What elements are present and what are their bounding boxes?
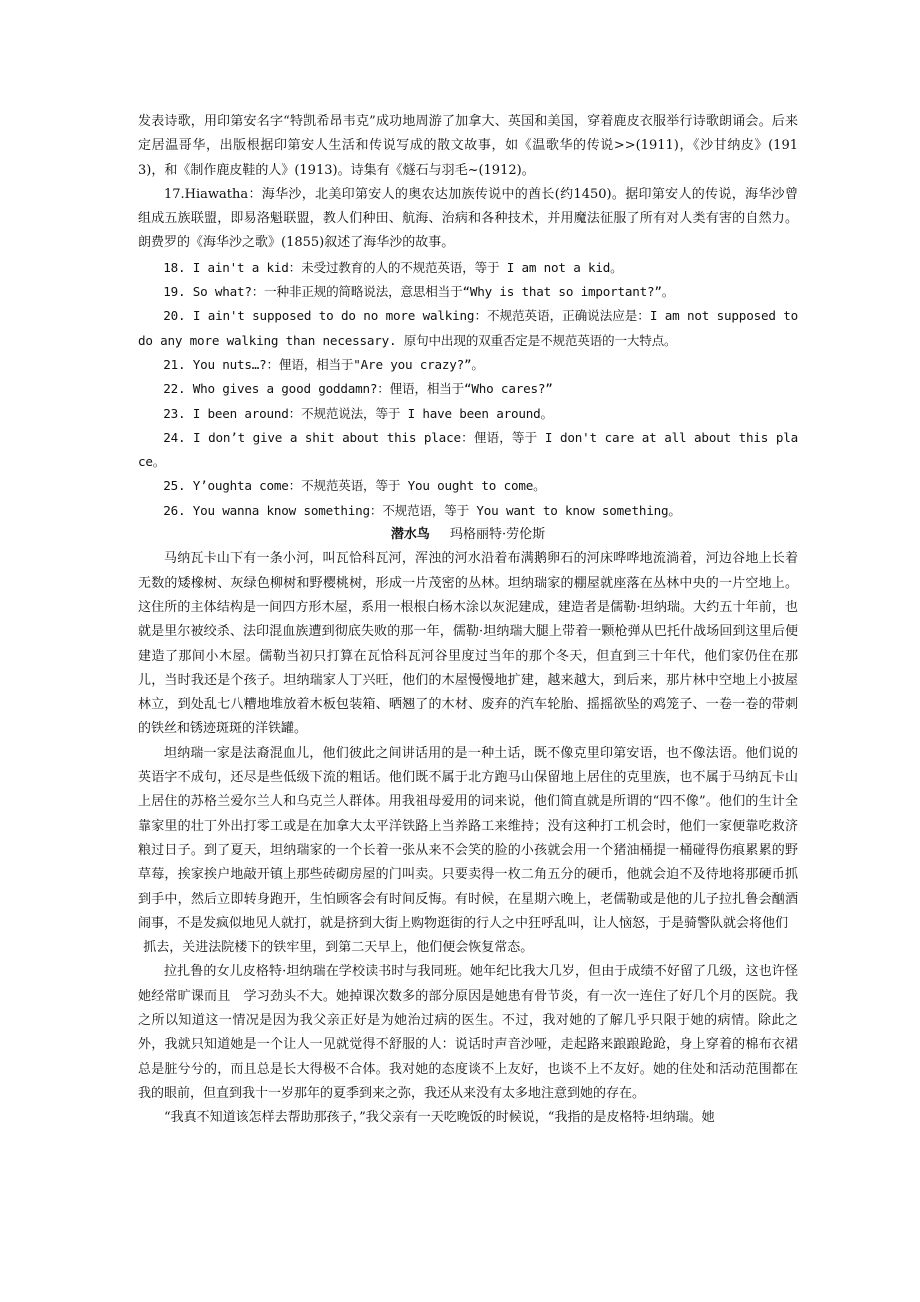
story-paragraph-2-continued: 抓去，关进法院楼下的铁牢里，到第二天早上，他们便会恢复常态。: [143, 940, 534, 956]
story-author: 玛格丽特·劳伦斯: [450, 527, 546, 543]
note-26: 26. You wanna know something：不规范语，等于 You want to know something。: [163, 502, 681, 518]
note-24: 24. I don’t give a shit about this place：俚语，等于 I don't care at all about this place。: [138, 429, 798, 470]
story-heading: [138, 523, 798, 547]
note-25: 25. Y’oughta come：不规范英语，等于 You ought to come。: [163, 478, 546, 494]
story-title: 潜水鸟: [390, 527, 430, 543]
note-19: 19. So what?：一种非正规的简略说法，意思相当于“Why is that so important?”。: [163, 284, 675, 300]
note-21: 21. You nuts…?：俚语，相当于"Are you crazy?”。: [163, 356, 484, 372]
story-paragraph-3: 拉扎鲁的女儿皮格特·坦纳瑞在学校读书时与我同班。她年纪比我大几岁，但由于成绩不好留了几级，这也许怪她经常旷课而且 学习劲头不大。她掉课次数多的部分原因是她患有骨节炎，有一次一连住了好几个月的医院。我之所以知道这一情况是因为我父亲正好是为她治过病的医生。不过，我对她的了解几乎只限于她的病情。除此之外，我就只知道她是一个让人一见就觉得不舒服的人：说话时声音沙哑，走起路来踉踉跄跄，身上穿着的棉布衣裙总是脏兮兮的，而且总是长大得极不合体。我对她的态度谈不上友好，也谈不上不友好。她的住处和活动范围都在我的眼前，但直到我十一岁那年的夏季到来之弥，我还从来没有太多地注意到她的存在。: [138, 964, 798, 1101]
note-20: 20. I ain't supposed to do no more walking：不规范英语，正确说法应是：I am not supposed to do any more walking than necessary. 原句中出现的双重否定是不规范英语的一大特点。: [138, 308, 798, 348]
story-paragraph-4: “我真不知道该怎样去帮助那孩子，”我父亲有一天吃晚饭的时候说，“我指的是皮格特·坦纳瑞。她: [164, 1110, 715, 1126]
note-18: 18. I ain't a kid：未受过教育的人的不规范英语，等于 I am not a kid。: [163, 259, 623, 275]
note-17: 17.Hiawatha：海华沙，北美印第安人的奥农达加族传说中的酋长(约1450)。据印第安人的传说，海华沙曾组成五族联盟，即易洛魁联盟，教人们种田、航海、治病和各种技术，并用魔法征服了所有对人类有害的自然力。朗费罗的《海华沙之歌》(1855)叙述了海华沙的故事。: [138, 186, 798, 251]
story-paragraph-2: 坦纳瑞一家是法裔混血儿，他们彼此之间讲话用的是一种土话，既不像克里印第安语，也不像法语。他们说的英语字不成句，还尽是些低级下流的粗话。他们既不属于北方跑马山保留地上居住的克里族，也不属于马纳瓦卡山上居住的苏格兰爱尔兰人和乌克兰人群体。用我祖母爱用的词来说，他们简直就是所谓的“四不像”。他们的生计全靠家里的壮丁外出打零工或是在加拿大太平洋铁路上当养路工来维持；没有这种打工机会时，他们一家便靠吃救济粮过日子。到了夏天，坦纳瑞家的一个长着一张从来不会笑的脸的小孩就会用一个猪油桶提一桶碰得伤痕累累的野草莓，挨家挨户地敲开镇上那些砖砌房屋的门叫卖。只要卖得一枚二角五分的硬币，他就会迫不及待地将那硬币抓到手中，然后立即转身跑开，生怕顾客会有时间反悔。有时候，在星期六晚上，老儒勒或是他的儿子拉扎鲁会酗酒闹事，不是发疯似地见人就打，就是挤到大街上购物逛街的行人之中狂呼乱叫，让人恼怒，于是骑警队就会将他们: [138, 745, 798, 931]
story-paragraph-1: 马纳瓦卡山下有一条小河，叫瓦恰科瓦河，浑浊的河水沿着布满鹅卵石的河床哗哗地流淌着，河边谷地上长着无数的矮橡树、灰绿色柳树和野樱桃树，形成一片茂密的丛林。坦纳瑞家的棚屋就座落在丛林中央的一片空地上。这住所的主体结构是一间四方形木屋，系用一根根白杨木涂以灰泥建成，建造者是儒勒·坦纳瑞。大约五十年前，也就是里尔被绞杀、法印混血族遭到彻底失败的那一年，儒勒·坦纳瑞大腿上带着一颗枪弹从巴托什战场回到这里后便建造了那间小木屋。儒勒当初只打算在瓦恰科瓦河谷里度过当年的那个冬天，但直到三十年代，他们家仍住在那儿，当时我还是个孩子。坦纳瑞家人丁兴旺，他们的木屋慢慢地扩建，越来越大，到后来，那片林中空地上小披屋林立，到处乱七八糟地堆放着木板包装箱、晒翘了的木材、废弃的汽车轮胎、摇摇欲坠的鸡笼子、一卷一卷的带刺的铁丝和锈迹斑斑的洋铁罐。: [138, 551, 798, 737]
note-23: 23. I been around：不规范说法，等于 I have been around。: [163, 405, 553, 421]
note-intro: 发表诗歌，用印第安名字“特凯希昂韦克”成功地周游了加拿大、英国和美国，穿着鹿皮衣服举行诗歌朗诵会。后来定居温哥华，出版根据印第安人生活和传说写成的散文故事，如《温歌华的传说>>(1911)，《沙甘纳皮》(1913)，和《制作鹿皮鞋的人》(1913)。诗集有《燧石与羽毛~(1912)。: [138, 114, 798, 178]
document-page: [138, 110, 798, 1130]
note-22: 22. Who gives a good goddamn?：俚语，相当于“Who cares?”: [163, 381, 553, 397]
